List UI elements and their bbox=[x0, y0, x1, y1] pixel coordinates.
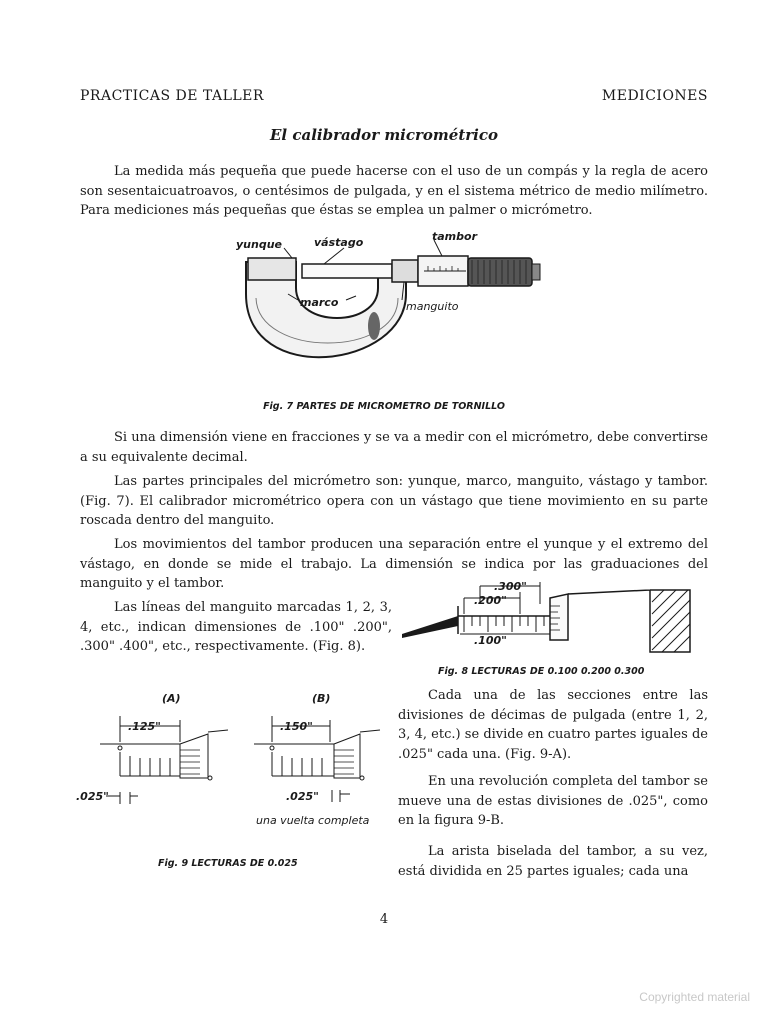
paragraph-intro: La medida más pequeña que puede hacerse con el uso de un compás y la regla de acero son sesentaicuatroavos, o centésimos de pulgada, y en el sistema métrico de medio milímetro. Para mediciones más pequeñas que éstas se emplea un palmer o micrómetro. bbox=[80, 164, 708, 218]
fig7-caption: Fig. 7 PARTES DE MICROMETRO DE TORNILLO bbox=[263, 401, 505, 412]
fig9-a-dimension: .125" bbox=[128, 720, 161, 733]
right-column-para-1: Cada una de las secciones entre las divisiones de décimas de pulgada (entre 1, 2, 3, 4, etc.) se divide en cuatro partes iguales de .025" cada una. (Fig. 9-A). bbox=[398, 688, 708, 762]
running-header-right: MEDICIONES bbox=[601, 88, 708, 104]
right-column-para-3: La arista biselada del tambor, a su vez, está dividida en 25 partes iguales; cada una bbox=[398, 844, 708, 879]
running-header-left: PRACTICAS DE TALLER bbox=[80, 88, 264, 104]
paragraph-movements: Los movimientos del tambor producen una separación entre el yunque y el extremo del vástago, en donde se mide el trabajo. La dimensión se indica por las graduaciones del manguito y el tambor. bbox=[80, 537, 708, 591]
copyright-watermark: Copyrighted material bbox=[639, 990, 750, 1004]
fig8-label-100: .100" bbox=[474, 634, 507, 647]
label-tambor: tambor bbox=[432, 230, 477, 243]
fig8-readings-drawing bbox=[400, 578, 696, 658]
fig9-b-dimension: .150" bbox=[280, 720, 313, 733]
fig7-micrometer-drawing bbox=[228, 228, 548, 378]
section-title: El calibrador micrométrico bbox=[269, 126, 499, 144]
fig9-label-b: (B) bbox=[312, 692, 331, 705]
label-marco: marco bbox=[300, 296, 339, 309]
fig9-readings-drawing bbox=[76, 686, 396, 836]
label-vastago: vástago bbox=[314, 236, 364, 249]
fig9-label-a: (A) bbox=[162, 692, 181, 705]
fig9-b-small: .025" bbox=[286, 790, 319, 803]
fig8-label-300: .300" bbox=[494, 580, 527, 593]
right-column-para-2: En una revolución completa del tambor se mueve una de estas divisiones de .025", como en la figura 9-B. bbox=[398, 774, 708, 828]
fig9-caption: Fig. 9 LECTURAS DE 0.025 bbox=[158, 858, 298, 869]
paragraph-parts: Las partes principales del micrómetro son: yunque, marco, manguito, vástago y tambor. (Fig. 7). El calibrador micrométrico opera con un vástago que tiene movimiento en su parte roscada dentro del manguito. bbox=[80, 474, 708, 528]
label-manguito: manguito bbox=[406, 300, 459, 313]
fig8-label-200: .200" bbox=[474, 594, 507, 607]
label-yunque: yunque bbox=[236, 238, 282, 251]
fig8-caption: Fig. 8 LECTURAS DE 0.100 0.200 0.300 bbox=[438, 666, 645, 677]
fig9-a-small: .025" bbox=[76, 790, 109, 803]
paragraph-fractions: Si una dimensión viene en fracciones y se va a medir con el micrómetro, debe convertirse a su equivalente decimal. bbox=[80, 430, 708, 465]
fig9-note: una vuelta completa bbox=[256, 814, 370, 827]
page-number: 4 bbox=[379, 912, 389, 927]
left-column-text: Las líneas del manguito marcadas 1, 2, 3, 4, etc., indican dimensiones de .100" .200", .300" .400", etc., respectivamente. (Fig. 8). bbox=[80, 600, 392, 654]
